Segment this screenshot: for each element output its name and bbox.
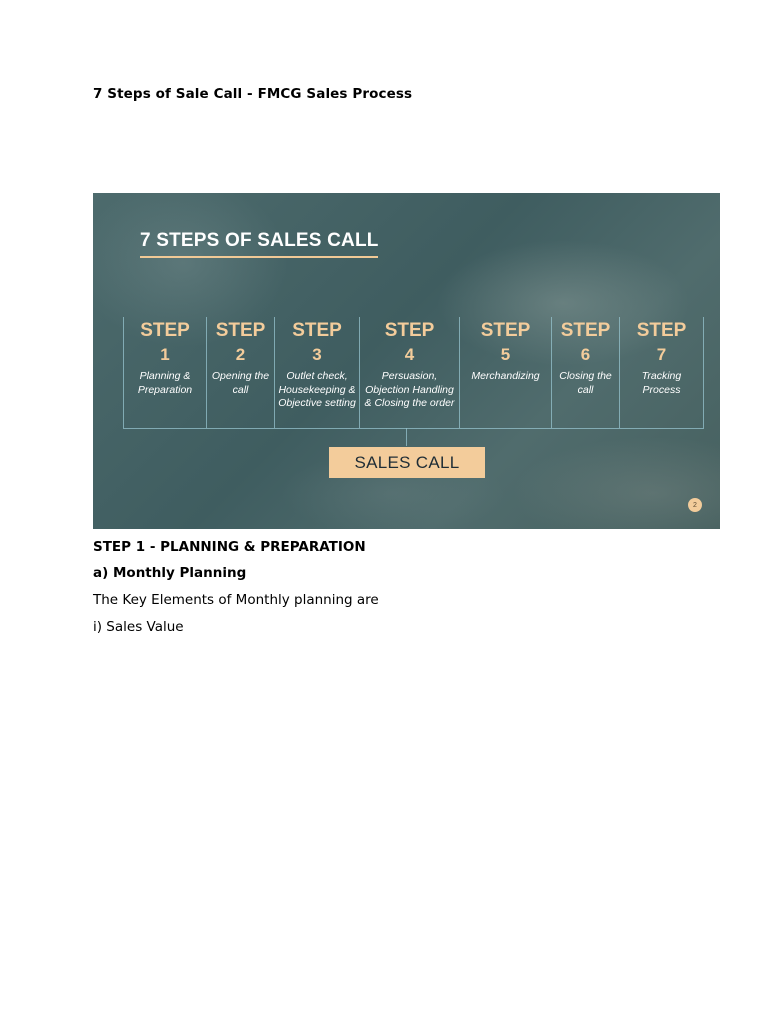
steps-table (123, 317, 704, 429)
slide-title-underline (140, 256, 378, 258)
step-number: 6 (580, 345, 591, 364)
step-5 (460, 317, 552, 428)
sub-heading: a) Monthly Planning (93, 565, 247, 581)
step-number: 3 (312, 345, 322, 364)
step-label: STEP (384, 320, 435, 341)
slide-title: 7 STEPS OF SALES CALL (140, 230, 379, 251)
step-description: Merchandizing (471, 370, 540, 382)
step-number: 1 (160, 345, 170, 364)
slide-page-number: 2 (688, 498, 702, 512)
step-label: STEP (215, 320, 266, 341)
sales-call-box: SALES CALL (329, 447, 485, 478)
step-1 (124, 317, 207, 428)
document-title: 7 Steps of Sale Call - FMCG Sales Process (93, 86, 413, 102)
step-6 (552, 317, 620, 428)
step-label: STEP (636, 320, 687, 341)
step-description: Tracking Process (641, 370, 682, 396)
step-number: 7 (656, 345, 667, 364)
step-description: Outlet check, Housekeeping & Objective setting (278, 370, 356, 409)
slide-image (93, 193, 720, 529)
step-number: 4 (404, 345, 415, 364)
step-7 (620, 317, 703, 428)
step-description: Opening the call (211, 370, 270, 396)
step-label: STEP (480, 320, 531, 341)
step-description: Closing the call (559, 370, 612, 396)
step-label: STEP (140, 320, 190, 341)
step-3 (275, 317, 360, 428)
section-heading: STEP 1 - PLANNING & PREPARATION (93, 539, 366, 555)
step-label: STEP (560, 320, 611, 341)
step-number: 2 (235, 345, 246, 364)
step-number: 5 (500, 345, 511, 364)
step-description: Persuasion, Objection Handling & Closing the order (364, 370, 455, 409)
list-item: i) Sales Value (93, 619, 184, 635)
step-label: STEP (292, 320, 342, 341)
step-description: Planning & Preparation (137, 370, 193, 396)
connector-line (406, 428, 407, 446)
paragraph: The Key Elements of Monthly planning are (93, 592, 379, 608)
step-2 (207, 317, 275, 428)
step-4 (360, 317, 460, 428)
